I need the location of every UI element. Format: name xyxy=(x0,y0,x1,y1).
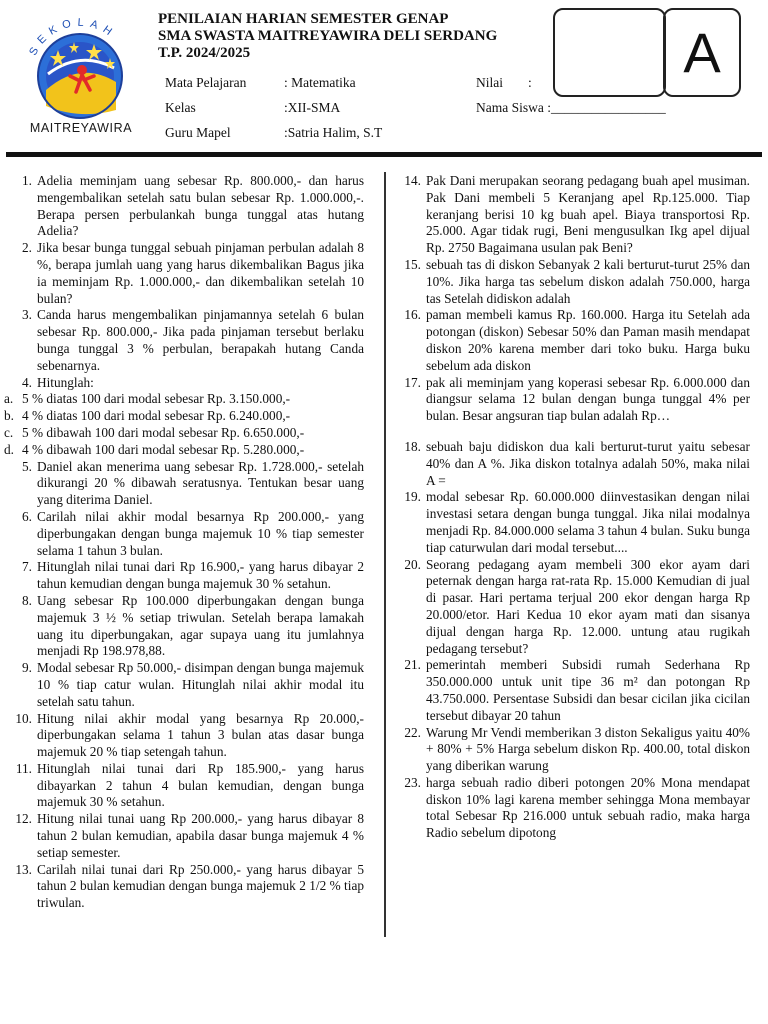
subject-label: Mata Pelajaran xyxy=(165,75,247,90)
right-column xyxy=(400,173,750,842)
exam-title xyxy=(158,11,497,62)
question-item: 11. Hitunglah nilai tunai dari Rp 185.900,- yang harus dibayarkan 2 tahun 4 bulan kemudian, dengan bunga majemuk 30 % setahun. xyxy=(15,760,364,810)
score-box xyxy=(553,8,666,97)
sub-item: a. 5 % diatas 100 dari modal sebesar Rp. 3.150.000,- xyxy=(4,391,291,407)
sub-item: b. 4 % diatas 100 dari modal sebesar Rp. 6.240.000,- xyxy=(4,408,291,424)
question-item: 20. Seorang pedagang ayam membeli 300 ekor ayam dari peternak dengan harga rat-rata Rp. 15.000 Kemudian di jual di pasar. Hari pertama terjual 200 ekor dengan harga Rp 20.000/etor. Hari Kedua 10 ekor ayam mati dan sisanya dijual dengan harga Rp. 12.000. untung atau rugikah pedagang tersebut? xyxy=(404,556,750,656)
left-column xyxy=(4,173,364,912)
school-logo-label: MAITREYAWIRA xyxy=(29,121,133,135)
version-letter: A xyxy=(683,21,721,84)
question-item: 4. Hitunglah: xyxy=(22,374,94,390)
score-label: Nilai xyxy=(476,75,503,90)
class-value: :XII-SMA xyxy=(284,100,341,115)
subject-value: : Matematika xyxy=(284,75,356,90)
teacher-label: Guru Mapel xyxy=(165,125,231,140)
question-item: 3. Canda harus mengembalikan pinjamannya setelah 6 bulan sebesar Rp. 800.000,- Jika pada pinjaman tersebut berlaku bunga tunggal 3 % perbulan, berapakah hutang Canda sebenarnya. xyxy=(22,307,364,373)
school-emblem-icon xyxy=(18,10,142,134)
question-item: 14. Pak Dani merupakan seorang pedagang buah apel musiman. Pak Dani membeli 5 Keranjang apel Rp.125.000. Tiap keranjang berisi 10 kg buah apel. Biaya transportosi Rp. 25.000. Agar tidak rugi, Beni mengusulkan Ikg apel dijual Rp. 2750 Bagaimana usulan pak Beni? xyxy=(404,173,750,256)
column-divider xyxy=(384,172,386,937)
school-logo xyxy=(18,10,142,134)
header-divider xyxy=(6,152,762,157)
question-item: 19. modal sebesar Rp. 60.000.000 diinvestasikan dengan nilai investasi setara dengan bunga tunggal. Jika nilai modalnya menjadi Rp. 84.000.000 selama 3 tahun 4 bulan. Suku bunga tiap caturwulan dari modal tersebut.... xyxy=(404,489,750,555)
sub-item: c. 5 % dibawah 100 dari modal sebesar Rp. 6.650.000,- xyxy=(4,424,305,440)
question-item: 23. harga sebuah radio diberi potongen 20% Mona mendapat diskon 10% lagi karena member sehingga Mona membayar total Sebesar Rp 216.000 untuk sebuah radio, maka harga Radio sebelum dipotong xyxy=(404,774,750,841)
question-item: 12. Hitung nilai tunai uang Rp 200.000,- yang harus dibayar 8 tahun 2 bulan kemudian, apabila dasar bunga majemuk 4 % setiap semester. xyxy=(15,811,364,860)
logo-arc-text: SEKOLAH xyxy=(27,16,119,58)
class-label: Kelas xyxy=(165,100,196,115)
question-item: 2. Jika besar bunga tunggal sebuah pinjaman perbulan adalah 8 %, berapa jumlah uang yang harus dikembalikan Bagus jika ia meminjam Rp. 1.000.000,- dan dikembalikan setelah 10 bulan? xyxy=(22,240,364,306)
question-item: 16. paman membeli kamus Rp. 160.000. Harga itu Setelah ada potongan (diskon) Sebesar 50% dan Paman masih mendapat diskon 20% karena member dari toko buku. Harga buku sebelum ada diskon xyxy=(404,307,750,373)
question-item: 9. Modal sebesar Rp 50.000,- disimpan dengan bunga majemuk 10 % tiap catur wulan. Hitunglah nilai akhir modal itu setelah satu tahun. xyxy=(22,660,364,709)
question-item: 6. Carilah nilai akhir modal besarnya Rp 200.000,- yang diperbungakan dengan bunga majemuk 10 % tiap semester selama 1 tahun 3 bulan. xyxy=(22,508,364,558)
score-colon: : xyxy=(528,75,532,90)
question-item: 18. sebuah baju didiskon dua kali berturut-turut yaitu sebesar 40% dan A %. Jika diskon totalnya adalah 50%, maka nilai A = xyxy=(404,438,750,488)
question-item: 1. Adelia meminjam uang sebesar Rp. 800.000,- dan harus mengembalikan setelah satu bulan sebesar Rp. 1.000.000,-. Berapa persen perbulankah bunga tunggal atas hutang Adelia? xyxy=(22,173,364,239)
question-item: 15. sebuah tas di diskon Sebanyak 2 kali berturut-turut 25% dan 10%. Jika harga tas sebelum diskon adalah 750.000, harga tas Setelah didiskon adalah xyxy=(404,256,750,306)
question-item: 22. Warung Mr Vendi memberikan 3 diston Sekaligus yaitu 40% + 80% + 5% Harga sebelum diskon Rp. 400.00, total diskon yang diberikan warung xyxy=(404,724,750,774)
teacher-value: :Satria Halim, S.T xyxy=(284,125,383,140)
version-box xyxy=(663,8,741,97)
question-item: 7. Hitunglah nilai tunai dari Rp 16.900,- yang harus dibayar 2 tahun kemudian dengan bunga majemuk 30 % setahun. xyxy=(22,559,364,592)
exam-title-line-3: T.P. 2024/2025 xyxy=(158,45,251,61)
question-item: 13. Carilah nilai tunai dari Rp 250.000,- yang harus dibayar 5 tahun 2 bulan kemudian dengan bunga majemuk 2 1/2 % tiap triwulan. xyxy=(15,861,364,911)
exam-title-line-1: PENILAIAN HARIAN SEMESTER GENAP xyxy=(158,11,449,27)
exam-title-line-2: SMA SWASTA MAITREYAWIRA DELI SERDANG xyxy=(158,28,498,44)
question-item: 5. Daniel akan menerima uang sebesar Rp. 1.728.000,- setelah dikurangi 20 % dibawah seratusnya. Tentukan besar uang yang diterima Daniel. xyxy=(22,458,364,508)
question-item: 10. Hitung nilai akhir modal yang besarnya Rp 20.000,- diperbungakan selama 1 tahun 3 bulan atas dasar bunga majemuk 20 % tiap setengah tahun. xyxy=(15,710,364,760)
question-item: 21. pemerintah memberi Subsidi rumah Sederhana Rp 350.000.000 untuk unit tipe 36 m² dan potongan Rp 43.750.000. Persentase Subsidi dan besar cicilan jika cicilan tersebut dibayar 20 tahun xyxy=(404,657,750,723)
spacer xyxy=(400,425,750,439)
question-item: 17. pak ali meminjam yang koperasi sebesar Rp. 6.000.000 dan diangsur selama 12 bulan dengan bunga tunggal 4% per bulan. Besar angsuran tiap bulan adalah Rp… xyxy=(404,374,750,424)
student-name-field: Nama Siswa :_________________ xyxy=(476,100,666,115)
question-item: 8. Uang sebesar Rp 100.000 diperbungakan dengan bunga majemuk 3 ½ % setiap triwulan. Setelah berapa lamakah uang itu diperbungakan, agar supaya uang itu jumlahnya menjadi Rp 198.978,88. xyxy=(22,592,364,659)
sub-item: d. 4 % dibawah 100 dari modal sebesar Rp. 5.280.000,- xyxy=(4,441,305,457)
